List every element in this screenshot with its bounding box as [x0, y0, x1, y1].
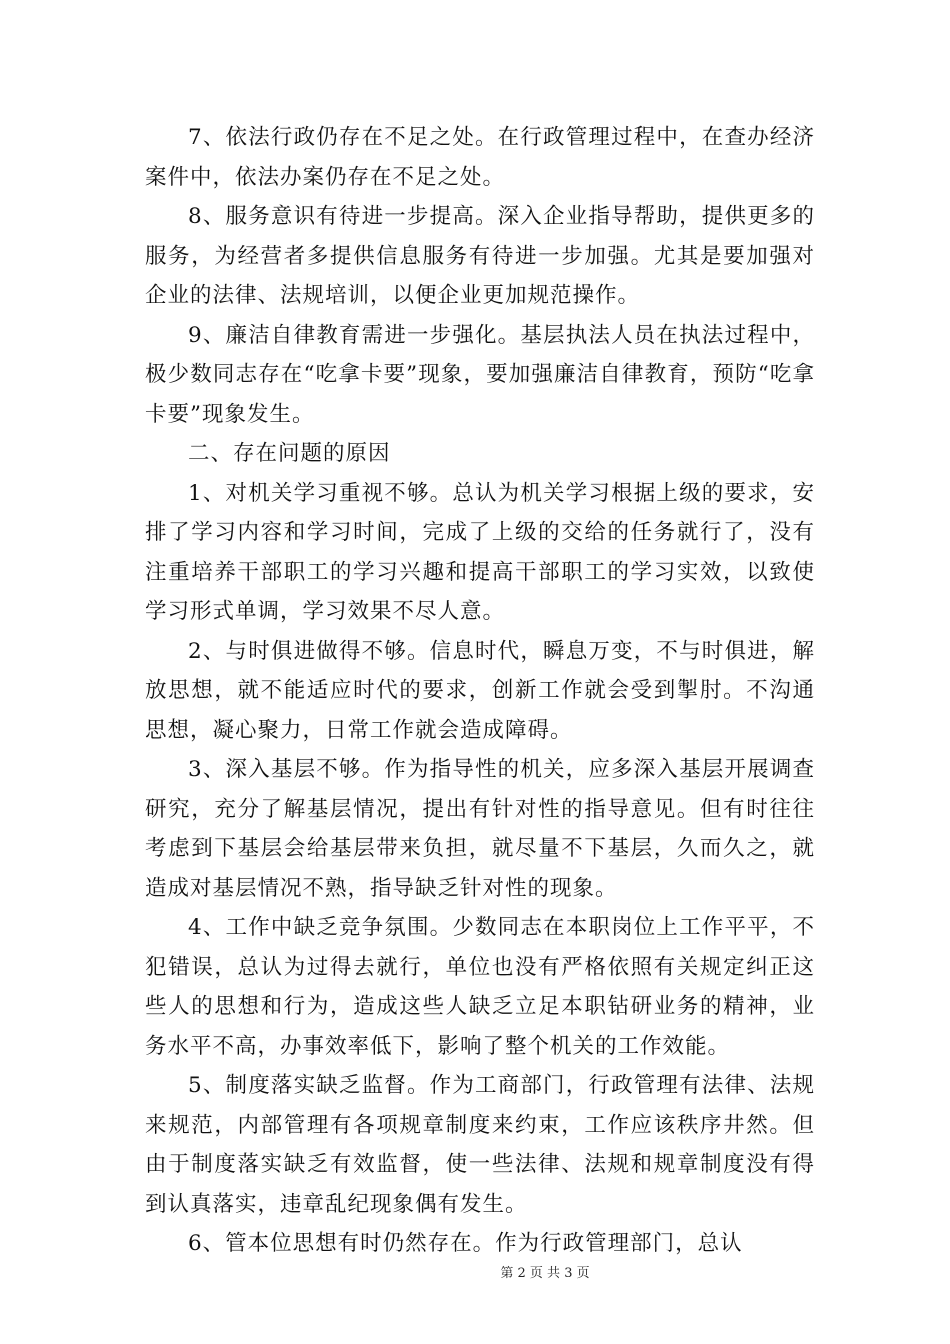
- paragraph-cause-6: 6、管本位思想有时仍然存在。作为行政管理部门，总认: [188, 1231, 743, 1256]
- paragraph-cause-4: 4、工作中缺乏竞争氛围。少数同志在本职岗位上工作平平，不犯错误，总认为过得去就行，单位也没有严格依照有关规定纠正这些人的思想和行为，造成这些人缺乏立足本职钻研业务的精神，业务水平不高，办事效率低下，影响了整个机关的工作效能。: [145, 915, 815, 1059]
- paragraph-item-7: 7、依法行政仍存在不足之处。在行政管理过程中，在查办经济案件中，依法办案仍存在不足之处。: [145, 125, 815, 190]
- paragraph-cause-1: 1、对机关学习重视不够。总认为机关学习根据上级的要求，安排了学习内容和学习时间，完成了上级的交给的任务就行了，没有注重培养干部职工的学习兴趣和提高干部职工的学习实效，以致使学习形式单调，学习效果不尽人意。: [145, 480, 815, 624]
- section-heading-causes: 二、存在问题的原因: [188, 441, 391, 466]
- paragraph-cause-3: 3、深入基层不够。作为指导性的机关，应多深入基层开展调查研究，充分了解基层情况，提出有针对性的指导意见。但有时往往考虑到下基层会给基层带来负担，就尽量不下基层，久而久之，就造成对基层情况不熟，指导缺乏针对性的现象。: [145, 757, 815, 901]
- paragraph-item-8: 8、服务意识有待进一步提高。深入企业指导帮助，提供更多的服务，为经营者多提供信息服务有待进一步加强。尤其是要加强对企业的法律、法规培训，以便企业更加规范操作。: [145, 204, 815, 308]
- paragraph-cause-2: 2、与时俱进做得不够。信息时代，瞬息万变，不与时俱进，解放思想，就不能适应时代的要求，创新工作就会受到掣肘。不沟通思想，凝心聚力，日常工作就会造成障碍。: [145, 638, 815, 743]
- page-number-footer: 第 2 页 共 3 页: [500, 1266, 590, 1281]
- document-body: [145, 118, 815, 1264]
- paragraph-cause-5: 5、制度落实缺乏监督。作为工商部门，行政管理有法律、法规来规范，内部管理有各项规章制度来约束，工作应该秩序井然。但由于制度落实缺乏有效监督，使一些法律、法规和规章制度没有得到认真落实，违章乱纪现象偶有发生。: [145, 1073, 815, 1217]
- paragraph-item-9: 9、廉洁自律教育需进一步强化。基层执法人员在执法过程中，极少数同志存在“吃拿卡要”现象，要加强廉洁自律教育，预防“吃拿卡要”现象发生。: [145, 322, 815, 427]
